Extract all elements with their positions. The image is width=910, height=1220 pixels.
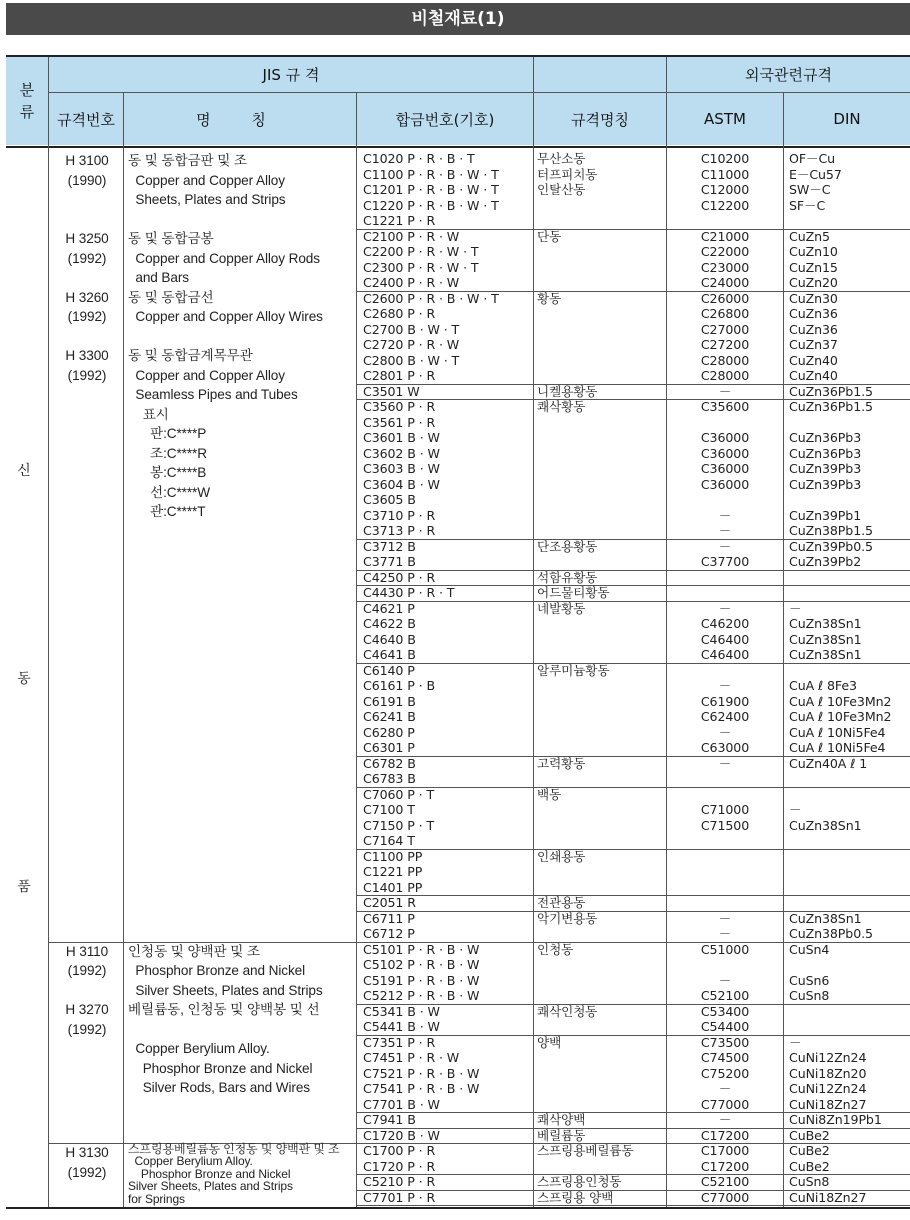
spec-name-cell: 니켈용황동	[537, 383, 598, 399]
alloy-cell: C4430 P · R · T	[363, 585, 455, 600]
alloy-cell: C1020 P · R · B · T C1100 P · R · B · W · T C1201 P · R · B · W · T C1220 P · R · B · W · T C1221 P · R	[363, 151, 499, 228]
astm-cell: C10200 C11000 C12000 C12200	[700, 151, 750, 213]
header-foreign: 외국관련규격	[667, 57, 910, 92]
spec-name-cell: 인쇄용동	[537, 848, 586, 864]
std-number-cell: H 3100 (1990) H 3250 (1992) H 3260 (1992) H 3300 (1992)	[65, 153, 109, 383]
spec-name-cell: 스프링용베릴륨동	[537, 1143, 634, 1158]
std-name-cell: 동 및 동합금판 및 조 Copper and Copper Alloy Sheets, Plates and Strips 동 및 동합금봉 Copper and Copper Alloy Rods and Bars 동 및 동합금선 Copper and Copper Alloy Wires 동 및 동합금계목무관 Copper and Copper Alloy Seamless Pipes and Tubes 표시 판:C****P 조:C****R 봉:C****B 선:C****W 관:C****T	[128, 153, 323, 519]
astm-cell: C17000 C17200	[700, 1143, 750, 1174]
spec-name-cell: 악기변용동	[537, 910, 598, 926]
category-char: 품	[17, 879, 31, 895]
alloy-cell: C1720 B · W	[363, 1127, 440, 1143]
header-category	[6, 57, 48, 145]
spec-name-cell: 스프링용 양백	[537, 1189, 614, 1205]
alloy-cell: C6782 B C6783 B	[363, 755, 416, 786]
astm-cell: － －	[718, 910, 732, 941]
alloy-cell: C1700 P · R C1720 P · R	[363, 1143, 436, 1174]
din-cell: CuA ℓ 8Fe3 CuA ℓ 10Fe3Mn2 CuA ℓ 10Fe3Mn2 CuA ℓ 10Ni5Fe4 CuA ℓ 10Ni5Fe4	[789, 678, 892, 755]
din-cell: CuZn40A ℓ 1	[789, 755, 868, 771]
alloy-cell: C3501 W	[363, 383, 420, 399]
alloy-cell: C3560 P · R C3561 P · R C3601 B · W C3602 B · W C3603 B · W C3604 B · W C3605 B C3710 P · R C3713 P · R	[363, 399, 440, 538]
spec-name-cell: 석함유황동	[537, 569, 598, 585]
alloy-cell: C7941 B	[363, 1112, 416, 1127]
din-cell: CuZn38Sn1 CuZn38Pb0.5	[789, 910, 873, 941]
alloy-cell: C4621 P C4622 B C4640 B C4641 B	[363, 600, 416, 662]
spec-name-cell: 스프링용인청동	[537, 1174, 622, 1189]
din-cell: － CuZn38Sn1	[789, 802, 862, 833]
din-cell: CuZn5 CuZn10 CuZn15 CuZn20	[789, 228, 838, 290]
std-name-cell: 스프링용베릴륨동 인청동 및 양백판 및 조 Copper Berylium Alloy. Phosphor Bronze and Nickel Silver Sheets, Plates and Strips for Springs	[128, 1142, 340, 1206]
std-number-cell: H 3130 (1992)	[65, 1145, 109, 1180]
header-bottom-border	[6, 146, 910, 148]
astm-cell: C35600 C36000 C36000 C36000 C36000 － －	[700, 399, 750, 538]
spec-name-cell: 쾌삭양백	[537, 1112, 586, 1127]
std-number-cell: H 3110 (1992) H 3270 (1992)	[65, 943, 109, 1037]
spec-name-cell: 알루미늄황동	[537, 662, 610, 678]
din-cell: CuNi8Zn19Pb1	[789, 1112, 882, 1127]
din-cell: CuBe2 CuBe2	[789, 1143, 830, 1174]
header-alloy: 합금번호(기호)	[357, 93, 533, 145]
astm-cell: C52100	[700, 1174, 750, 1189]
alloy-cell: C5101 P · R · B · W C5102 P · R · B · W C5191 P · R · B · W C5212 P · R · B · W	[363, 941, 480, 1003]
astm-cell: C51000 － C52100	[700, 941, 750, 1003]
column-divider	[356, 93, 357, 1207]
table-top-border	[6, 55, 910, 57]
alloy-cell: C6140 P C6161 P · B C6191 B C6241 B C6280 P C6301 P	[363, 662, 435, 755]
din-cell: CuZn30 CuZn36 CuZn36 CuZn37 CuZn40 CuZn40	[789, 290, 838, 383]
header-din: DIN	[784, 93, 910, 145]
alloy-cell: C7701 P · R	[363, 1189, 436, 1205]
din-cell: CuZn36Pb1.5 CuZn36Pb3 CuZn36Pb3 CuZn39Pb3 CuZn39Pb3 CuZn39Pb1 CuZn38Pb1.5	[789, 399, 873, 538]
page-title: 비철재료(1)	[6, 3, 910, 35]
din-cell: － CuZn38Sn1 CuZn38Sn1 CuZn38Sn1	[789, 600, 862, 662]
astm-cell: － C37700	[700, 538, 750, 569]
alloy-cell: C2100 P · R · W C2200 P · R · W · T C2300 P · R · W · T C2400 P · R · W	[363, 228, 479, 290]
din-cell: CuBe2	[789, 1127, 830, 1143]
din-cell: － CuNi12Zn24 CuNi18Zn20 CuNi12Zn24 CuNi18Zn27	[789, 1034, 867, 1112]
header-std-no: 규격번호	[49, 93, 123, 145]
spec-name-cell: 전관용동	[537, 895, 586, 910]
header-spec-name: 규격명칭	[534, 93, 666, 145]
astm-cell: C17200	[700, 1127, 750, 1143]
alloy-cell: C2600 P · R · B · W · T C2680 P · R C2700 B · W · T C2720 P · R · W C2800 B · W · T C2801 P · R	[363, 290, 499, 383]
spec-name-cell: 쾌삭인청동	[537, 1003, 598, 1019]
category-char: 신	[17, 463, 31, 479]
astm-cell: － C46200 C46400 C46400	[700, 600, 750, 662]
astm-cell: －	[718, 755, 732, 771]
alloy-cell: C6711 P C6712 P	[363, 910, 415, 941]
alloy-cell: C1100 PP C1221 PP C1401 PP	[363, 848, 423, 895]
astm-cell: C53400 C54400	[700, 1003, 750, 1034]
alloy-cell: C7060 P · T C7100 T C7150 P · T C7164 T	[363, 786, 435, 848]
std-name-cell: 인청동 및 양백판 및 조 Phosphor Bronze and Nickel Silver Sheets, Plates and Strips 베릴륨동, 인청동 및 양백봉 및 선 Copper Berylium Alloy. Phosphor Bronze and Nickel Silver Rods, Bars and Wires	[128, 943, 323, 1095]
din-cell: CuSn8	[789, 1174, 830, 1189]
astm-cell: －	[718, 1112, 732, 1127]
spec-name-cell: 무산소동 터프피치동 인탈산동	[537, 151, 598, 197]
header-blank	[534, 57, 666, 92]
astm-cell: C26000 C26800 C27000 C27200 C28000 C28000	[700, 290, 750, 383]
alloy-cell: C7351 P · R C7451 P · R · W C7521 P · R · B · W C7541 P · R · B · W C7701 B · W	[363, 1034, 480, 1112]
column-divider	[533, 57, 534, 1207]
category-char: 동	[17, 671, 31, 687]
alloy-cell: C5210 P · R	[363, 1174, 436, 1189]
spec-name-cell: 어드물티황동	[537, 585, 610, 600]
row-divider	[357, 1205, 910, 1206]
astm-cell: C21000 C22000 C23000 C24000	[700, 228, 750, 290]
astm-cell: － C61900 C62400 － C63000	[700, 678, 750, 755]
din-cell: CuNi18Zn27	[789, 1189, 867, 1205]
column-divider	[123, 93, 124, 1207]
spec-name-cell: 네발황동	[537, 600, 586, 616]
spec-name-cell: 양백	[537, 1034, 562, 1050]
astm-cell: C71000 C71500	[700, 802, 750, 833]
din-cell: OF－Cu E－Cu57 SW－C SF－C	[789, 151, 842, 213]
astm-cell: －	[718, 383, 732, 399]
spec-name-cell: 베릴륨동	[537, 1127, 586, 1143]
din-cell: CuZn36Pb1.5	[789, 383, 873, 399]
header-category-label: 분 류	[19, 81, 35, 121]
spec-name-cell: 쾌삭황동	[537, 399, 586, 414]
header-astm: ASTM	[667, 93, 783, 145]
spec-name-cell: 단조용황동	[537, 538, 598, 554]
spec-name-cell: 황동	[537, 290, 562, 306]
alloy-cell: C5341 B · W C5441 B · W	[363, 1003, 440, 1034]
column-divider	[48, 57, 49, 1207]
alloy-cell: C4250 P · R	[363, 569, 436, 585]
header-jis: JIS 규 격	[49, 57, 533, 92]
din-cell: CuZn39Pb0.5 CuZn39Pb2	[789, 538, 873, 569]
alloy-cell: C2051 R	[363, 895, 416, 910]
spec-name-cell: 인청동	[537, 941, 574, 957]
din-cell: CuSn4 CuSn6 CuSn8	[789, 941, 830, 1003]
column-divider	[666, 57, 667, 1207]
astm-cell: C73500 C74500 C75200 － C77000	[700, 1034, 750, 1112]
spec-name-cell: 백동	[537, 786, 562, 802]
spec-name-cell: 단동	[537, 228, 562, 244]
header-std-name: 명 칭	[124, 93, 356, 145]
column-divider	[783, 93, 784, 1207]
spec-name-cell: 고력황동	[537, 755, 586, 771]
astm-cell: C77000	[700, 1189, 750, 1205]
header-divider	[49, 92, 910, 93]
table-bottom-border	[6, 1207, 910, 1209]
alloy-cell: C3712 B C3771 B	[363, 538, 416, 569]
